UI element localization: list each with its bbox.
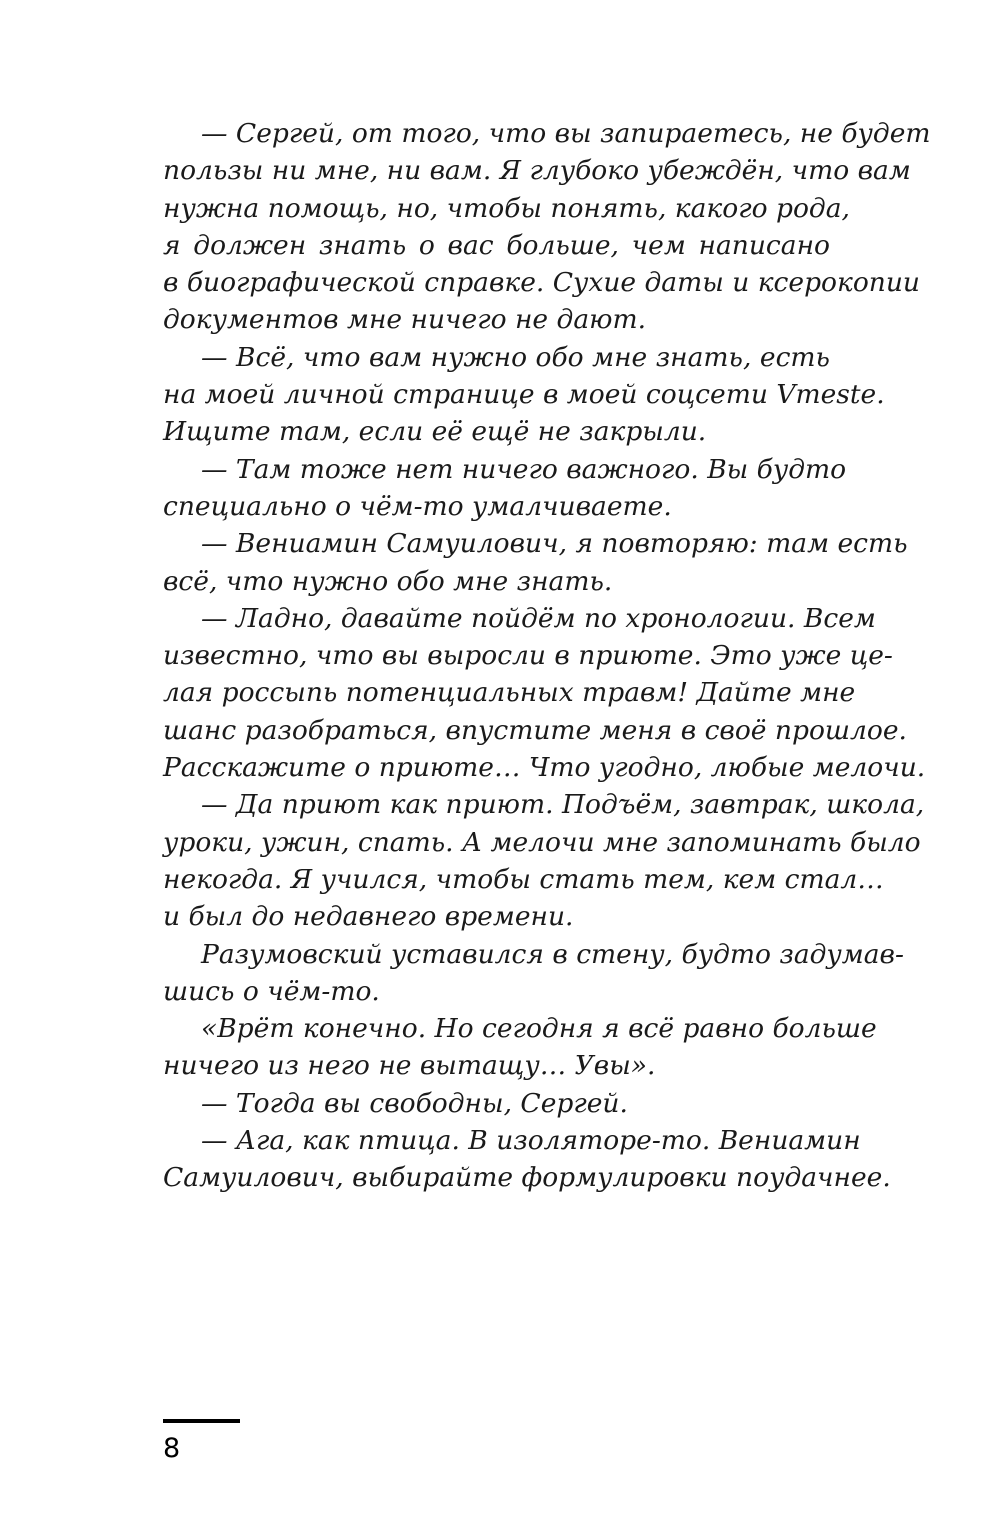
text-line: известно, что вы выросли в приюте. Это уже це- <box>163 640 893 672</box>
text-line: всё, что нужно обо мне знать. <box>163 565 613 597</box>
text-line: специально о чём-то умалчиваете. <box>163 490 672 522</box>
text-line: Самуилович, выбирайте формулировки поудачнее. <box>163 1162 891 1194</box>
text-line: — Там тоже нет ничего важного. Вы будто <box>201 453 847 485</box>
text-line: — Да приют как приют. Подъём, завтрак, школа, <box>201 789 925 821</box>
text-line: «Врёт конечно. Но сегодня я всё равно больше <box>201 1013 877 1045</box>
text-line: я должен знать о вас больше, чем написано <box>163 229 830 261</box>
footer-rule <box>163 1419 240 1423</box>
text-line: — Вениамин Самуилович, я повторяю: там есть <box>201 528 908 560</box>
text-line: ничего из него не вытащу… Увы». <box>163 1050 656 1082</box>
text-line: — Ага, как птица. В изоляторе-то. Вениамин <box>201 1125 861 1157</box>
text-line: пользы ни мне, ни вам. Я глубоко убеждён, что вам <box>163 155 911 187</box>
text-line: — Всё, что вам нужно обо мне знать, есть <box>201 341 830 373</box>
text-line: Разумовский уставился в стену, будто задумав- <box>201 938 904 970</box>
text-line: — Тогда вы свободны, Сергей. <box>201 1087 628 1119</box>
text-line: — Ладно, давайте пойдём по хронологии. Всем <box>201 602 876 634</box>
text-line: Ищите там, если её ещё не закрыли. <box>163 416 707 448</box>
text-line: — Сергей, от того, что вы запираетесь, не будет <box>201 118 931 149</box>
text-line: нужна помощь, но, чтобы понять, какого рода, <box>163 192 850 224</box>
text-line: лая россыпь потенциальных травм! Дайте мне <box>163 677 856 709</box>
text-line: уроки, ужин, спать. А мелочи мне запоминать было <box>163 826 921 858</box>
text-line: на моей личной странице в моей соцсети Vmeste. <box>163 379 885 411</box>
text-line: шись о чём-то. <box>163 975 380 1007</box>
text-line: шанс разобраться, впустите меня в своё прошлое. <box>163 714 907 746</box>
page-number: 8 <box>163 1433 181 1464</box>
text-line: некогда. Я учился, чтобы стать тем, кем стал… <box>163 863 884 895</box>
text-line: в биографической справке. Сухие даты и ксерокопии <box>163 267 920 299</box>
text-line: документов мне ничего не дают. <box>163 304 647 336</box>
text-line: и был до недавнего времени. <box>163 901 574 933</box>
text-line: Расскажите о приюте… Что угодно, любые мелочи. <box>163 752 926 784</box>
body-text <box>163 115 931 1197</box>
